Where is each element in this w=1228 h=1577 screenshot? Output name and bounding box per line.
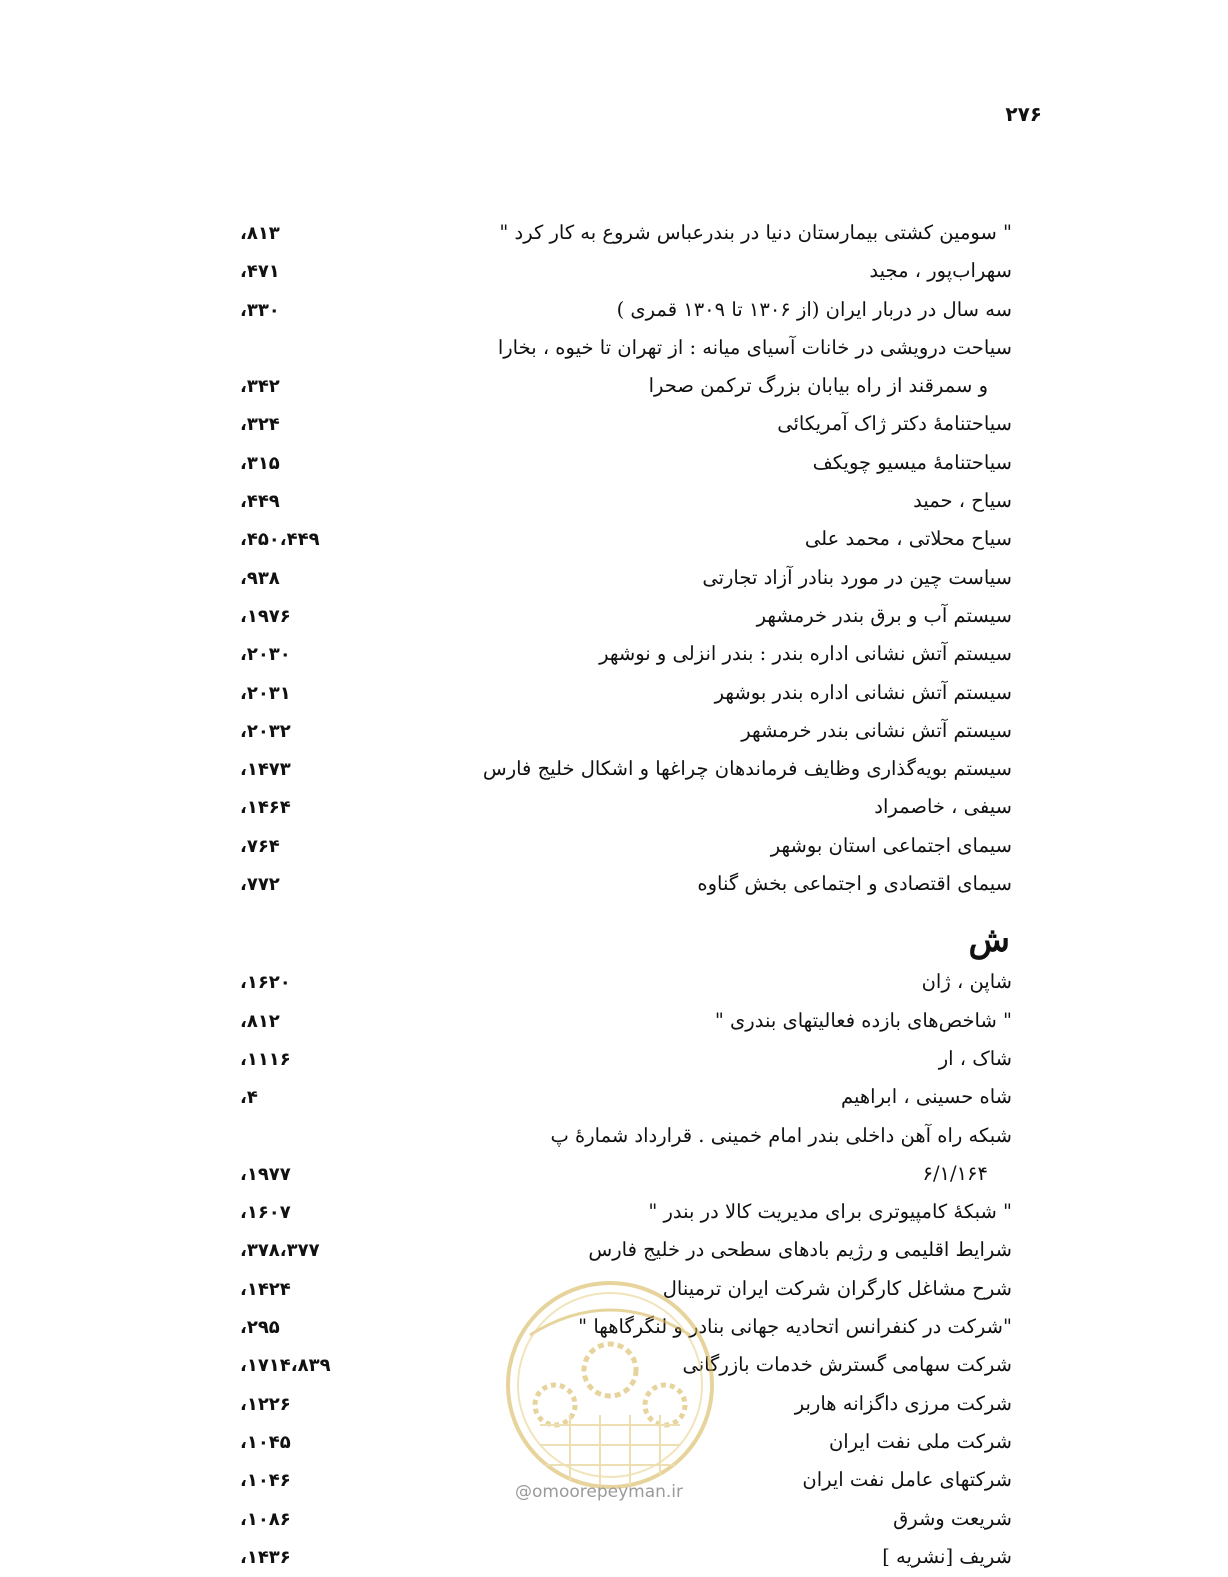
entry-pages: ،۷۷۲ <box>240 874 280 896</box>
page-number: ۲۷۶ <box>1005 102 1042 126</box>
entry-title: شرکتهای عامل نفت ایران <box>802 1468 1012 1492</box>
entry-pages: ،۱۴۲۴ <box>240 1278 291 1300</box>
entry-pages: ،۳۳۰ <box>240 299 280 321</box>
entry-title: شرکت ملی نفت ایران <box>828 1429 1012 1453</box>
entry-pages: ،۸۱۳ <box>240 223 280 244</box>
index-entry <box>240 712 1012 750</box>
index-entry <box>240 865 1012 903</box>
entry-title: سه سال در دربار ایران (از ۱۳۰۶ تا ۱۳۰۹ قمری ) <box>616 297 1012 321</box>
entry-title: ۶/۱/۱۶۴ <box>922 1161 988 1185</box>
entry-pages: ،۳۲۴ <box>240 414 280 436</box>
entry-title: سیمای اقتصادی و اجتماعی بخش گناوه <box>697 872 1012 896</box>
entry-title: شریعت وشرق <box>893 1506 1012 1530</box>
entry-title: سیاست چین در مورد بنادر آزاد تجارتی <box>702 565 1012 589</box>
index-list <box>240 214 1012 1576</box>
entry-title: و سمرقند از راه بیابان بزرگ ترکمن صحرا <box>648 374 988 398</box>
entry-pages: ،۱۰۴۵ <box>240 1431 291 1453</box>
entry-pages: ،۱۹۷۷ <box>240 1163 291 1185</box>
entry-title: " شاخص‌های بازده فعالیتهای بندری " <box>714 1008 1012 1032</box>
entry-title: "شرکت در کنفرانس اتحادیه جهانی بنادر و لنگرگاهها " <box>578 1315 1012 1339</box>
entry-title: سیستم آتش نشانی اداره بندر بوشهر <box>714 680 1012 704</box>
index-entry <box>240 1231 1012 1269</box>
entry-title: شرکت سهامی گسترش خدمات بازرگانی <box>682 1353 1012 1377</box>
entry-pages: ،۲۰۳۰ <box>240 644 291 666</box>
index-entry <box>240 1346 1012 1384</box>
index-entry <box>240 1117 1012 1155</box>
entry-pages: ،۱۰۴۶ <box>240 1470 291 1492</box>
entry-pages: ،۲۰۳۲ <box>240 720 291 742</box>
index-entry <box>240 405 1012 443</box>
index-entry <box>240 1423 1012 1461</box>
index-entry <box>240 559 1012 597</box>
entry-title: سیاحتنامهٔ میسیو چویکف <box>812 450 1012 474</box>
index-entry <box>240 1193 1012 1231</box>
entry-title: سیستم آتش نشانی بندر خرمشهر <box>741 718 1012 742</box>
entry-title: " سومین کشتی بیمارستان دنیا در بندرعباس شروع به کار کرد " <box>499 221 1012 244</box>
index-entry <box>240 252 1012 290</box>
entry-title: شرح مشاغل کارگران شرکت ایران ترمینال <box>662 1276 1012 1300</box>
entry-title: شرکت مرزی داگزانه هاربر <box>794 1391 1012 1415</box>
index-entry <box>240 635 1012 673</box>
index-entry <box>240 291 1012 329</box>
index-entry <box>240 1002 1012 1040</box>
index-entry <box>240 1385 1012 1423</box>
entry-pages: ،۴۷۱ <box>240 261 280 283</box>
watermark-url: @omoorepeyman.ir <box>515 1482 684 1502</box>
index-entry <box>240 482 1012 520</box>
entry-pages: ،۲۰۳۱ <box>240 682 291 704</box>
entry-title: سیاحتنامهٔ دکتر ژاک آمریکائی <box>777 412 1012 436</box>
entry-pages: ،۳۴۲ <box>240 376 280 398</box>
index-entry <box>240 963 1012 1001</box>
index-entry <box>240 750 1012 788</box>
entry-pages: ،۱۱۱۶ <box>240 1048 291 1070</box>
entry-pages: ،۳۷۸،۳۷۷ <box>240 1240 320 1262</box>
entry-title: سیاحت درویشی در خانات آسیای میانه : از تهران تا خیوه ، بخارا <box>497 335 1012 359</box>
entry-title: " شبکهٔ کامپیوتری برای مدیریت کالا در بندر " <box>648 1200 1012 1224</box>
index-entry <box>240 597 1012 635</box>
entry-pages: ،۳۱۵ <box>240 452 280 474</box>
index-group-1 <box>240 214 1012 903</box>
entry-title: سیاح ، حمید <box>913 489 1012 513</box>
entry-pages: ،۱۴۳۶ <box>240 1546 291 1568</box>
entry-pages: ،۱۷۱۴،۸۳۹ <box>240 1355 331 1377</box>
entry-pages: ،۴۵۰،۴۴۹ <box>240 529 320 551</box>
entry-pages: ،۸۱۲ <box>240 1010 280 1032</box>
index-entry <box>240 827 1012 865</box>
index-entry <box>240 1078 1012 1116</box>
entry-pages: ،۲۹۵ <box>240 1317 280 1339</box>
entry-title: شاک ، ار <box>938 1046 1012 1070</box>
entry-title: سیمای اجتماعی استان بوشهر <box>770 833 1012 857</box>
index-entry <box>240 674 1012 712</box>
index-entry <box>240 367 1012 405</box>
entry-pages: ،۷۶۴ <box>240 835 280 857</box>
index-entry <box>240 214 1012 252</box>
entry-pages: ،۱۴۷۳ <box>240 759 291 781</box>
index-entry <box>240 1270 1012 1308</box>
entry-title: سیستم آتش نشانی اداره بندر : بندر انزلی و نوشهر <box>599 642 1012 666</box>
entry-title: شاپن ، ژان <box>921 970 1012 994</box>
entry-pages: ،۱۶۰۷ <box>240 1202 291 1224</box>
entry-title: سیاح محلاتی ، محمد علی <box>804 527 1012 551</box>
index-entry <box>240 1040 1012 1078</box>
entry-title: سیستم آب و برق بندر خرمشهر <box>756 603 1012 627</box>
entry-title: شاه حسینی ، ابراهیم <box>840 1085 1012 1109</box>
entry-pages: ،۱۰۸۶ <box>240 1508 291 1530</box>
entry-pages: ،۴ <box>240 1087 258 1109</box>
entry-pages: ،۱۶۲۰ <box>240 972 291 994</box>
entry-pages: ،۱۴۶۴ <box>240 797 291 819</box>
entry-pages: ،۹۳۸ <box>240 567 280 589</box>
index-entry <box>240 1155 1012 1193</box>
entry-pages: ،۱۹۷۶ <box>240 605 291 627</box>
index-entry <box>240 1308 1012 1346</box>
entry-title: شرایط اقلیمی و رژیم بادهای سطحی در خلیج فارس <box>588 1238 1012 1262</box>
index-entry <box>240 1500 1012 1538</box>
entry-title: سیفی ، خاصمراد <box>874 795 1012 819</box>
entry-pages: ،۴۴۹ <box>240 491 280 513</box>
entry-pages: ،۱۲۲۶ <box>240 1393 291 1415</box>
index-entry <box>240 444 1012 482</box>
entry-title: سهراب‌پور ، مجید <box>869 259 1012 283</box>
entry-title: سیستم بویه‌گذاری وظایف فرماندهان چراغها و اشکال خلیج فارس <box>482 757 1012 781</box>
index-entry <box>240 1538 1012 1576</box>
index-entry <box>240 520 1012 558</box>
entry-title: شبکه راه آهن داخلی بندر امام خمینی . قرارداد شمارهٔ پ <box>550 1123 1012 1147</box>
section-letter-heading: ش <box>968 920 1010 961</box>
entry-title: شریف [نشریه ] <box>882 1544 1012 1568</box>
index-entry <box>240 329 1012 367</box>
index-entry <box>240 788 1012 826</box>
